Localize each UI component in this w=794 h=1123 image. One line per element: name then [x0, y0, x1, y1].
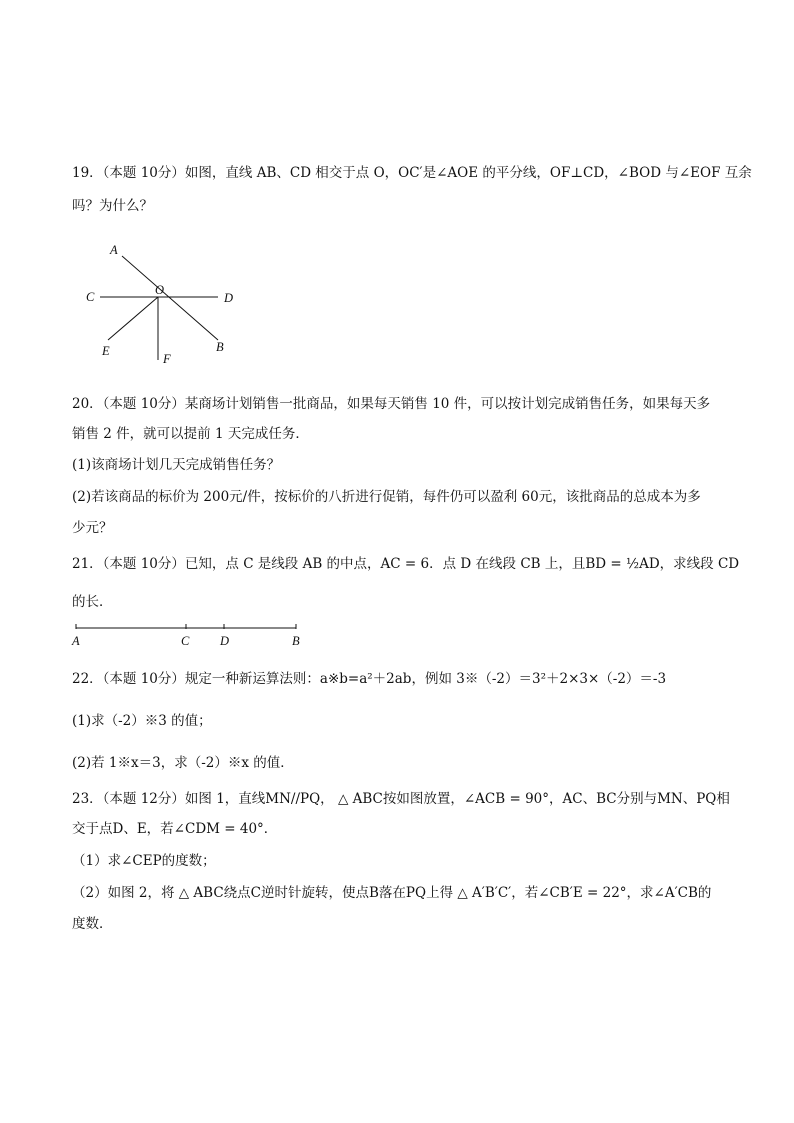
q20-part2-line1: (2)若该商品的标价为 200元/件，按标价的八折进行促销，每件仍可以盈利 60元，该批商品的总成本为多 — [72, 489, 701, 505]
q19-label-c: C — [86, 290, 95, 304]
q21-label-a: A — [72, 634, 80, 648]
q19-label-f: F — [163, 352, 171, 366]
q20-part2-line2: 少元？ — [72, 520, 113, 536]
q19-label-b: B — [216, 340, 224, 354]
q19-label-d: D — [224, 291, 234, 305]
q19-line2: 吗？为什么？ — [72, 198, 153, 214]
q21-line2: 的长． — [72, 594, 113, 610]
q21-segment-figure — [72, 620, 312, 634]
q21-label-b: B — [292, 634, 300, 648]
q20-line1: 20．（本题 10分）某商场计划销售一批商品，如果每天销售 10 件，可以按计划完成销售任务，如果每天多 — [72, 396, 711, 412]
q23-part2-line1: （2）如图 2，将 △ ABC绕点C逆时针旋转，使点B落在PQ上得 △ A′B′C′，若∠CB′E = 22°，求∠A′CB的 — [72, 885, 712, 901]
line-ab — [122, 256, 218, 340]
q19-line1: 19．（本题 10分）如图，直线 AB、CD 相交于点 O，OC′是∠AOE 的平分线，OF⊥CD，∠BOD 与∠EOF 互余 — [72, 165, 752, 181]
q23-line2: 交于点D、E，若∠CDM = 40°． — [72, 821, 278, 837]
q20-part1: (1)该商场计划几天完成销售任务？ — [72, 457, 281, 473]
ray-oe — [108, 297, 158, 340]
q20-line2: 销售 2 件，就可以提前 1 天完成任务． — [72, 426, 309, 442]
q23-part1: （1）求∠CEP的度数； — [72, 853, 216, 869]
q21-label-c: C — [181, 634, 190, 648]
q23-part2-line2: 度数． — [72, 916, 113, 932]
q22-line1: 22．（本题 10分）规定一种新运算法则：a※b=a²＋2ab，例如 3※（-2）＝3²＋2×3×（-2）＝-3 — [72, 671, 667, 687]
q21-label-d: D — [220, 634, 230, 648]
q19-label-o: O — [155, 283, 165, 297]
q23-line1: 23．（本题 12分）如图 1，直线MN//PQ， △ ABC按如图放置，∠ACB = 90°，AC、BC分别与MN、PQ相 — [72, 791, 730, 807]
q21-line1: 21．（本题 10分）已知，点 C 是线段 AB 的中点，AC = 6．点 D 在线段 CB 上，且BD = ½AD，求线段 CD — [72, 556, 740, 572]
q22-part2: (2)若 1※x＝3，求（-2）※x 的值． — [72, 755, 294, 771]
q19-label-e: E — [102, 344, 110, 358]
q19-label-a: A — [110, 243, 118, 257]
q22-part1: (1)求（-2）※3 的值； — [72, 713, 212, 729]
